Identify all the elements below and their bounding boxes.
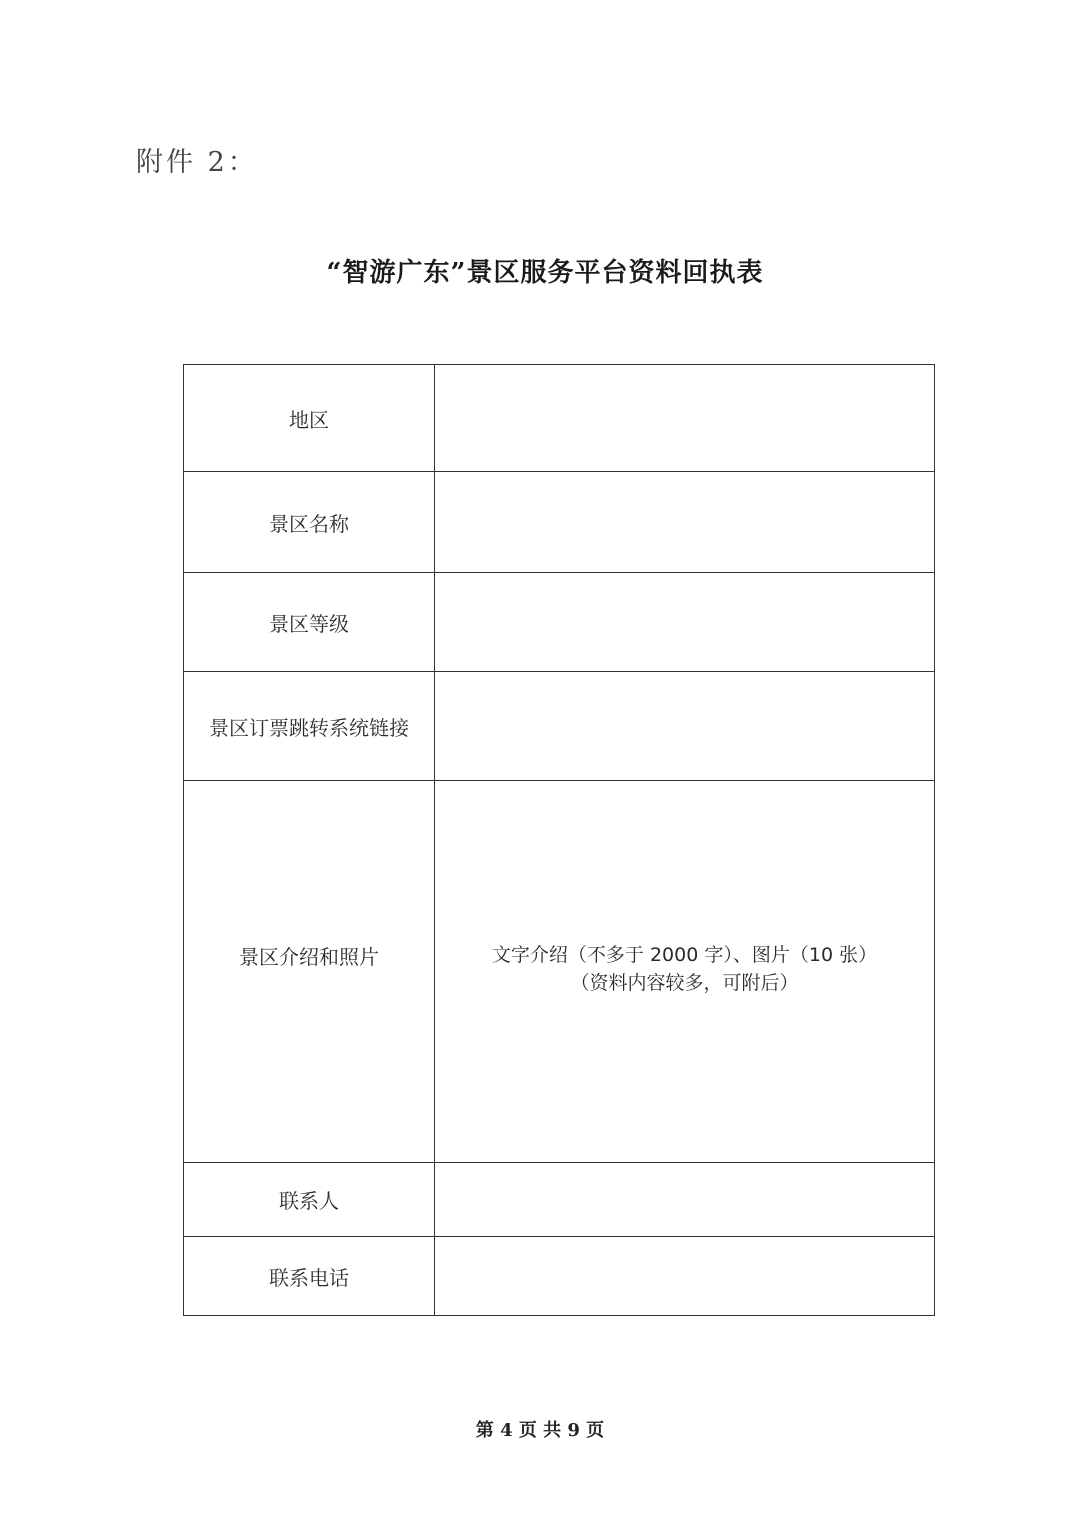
receipt-form-table: [183, 364, 935, 1316]
input-scenic-name[interactable]: [435, 472, 935, 573]
label-intro-photos: 景区介绍和照片: [184, 781, 435, 1163]
page-footer: 第 4 页 共 9 页: [475, 1420, 605, 1441]
input-ticket-link[interactable]: [435, 672, 935, 781]
label-region: 地区: [184, 365, 435, 472]
intro-note-line2: （资料内容较多，可附后）: [570, 972, 799, 994]
input-intro-photos[interactable]: [435, 781, 935, 1163]
table-row-ticket-link: [184, 672, 935, 781]
input-scenic-level[interactable]: [435, 573, 935, 672]
table-row-scenic-name: [184, 472, 935, 573]
attachment-label: 附件 2：: [136, 147, 258, 178]
table-row-intro-photos: [184, 781, 935, 1163]
label-scenic-level: 景区等级: [184, 573, 435, 672]
table-row-contact-phone: [184, 1237, 935, 1316]
table-row-contact-person: [184, 1163, 935, 1237]
table-row-scenic-level: [184, 573, 935, 672]
label-contact-person: 联系人: [184, 1163, 435, 1237]
document-title: “智游广东”景区服务平台资料回执表: [326, 258, 764, 288]
input-region[interactable]: [435, 365, 935, 472]
label-contact-phone: 联系电话: [184, 1237, 435, 1316]
input-contact-phone[interactable]: [435, 1237, 935, 1316]
label-scenic-name: 景区名称: [184, 472, 435, 573]
input-contact-person[interactable]: [435, 1163, 935, 1237]
table-row-region: [184, 365, 935, 472]
intro-note-line1: 文字介绍（不多于 2000 字）、图片（10 张）: [491, 944, 878, 966]
label-ticket-link: 景区订票跳转系统链接: [184, 672, 435, 781]
